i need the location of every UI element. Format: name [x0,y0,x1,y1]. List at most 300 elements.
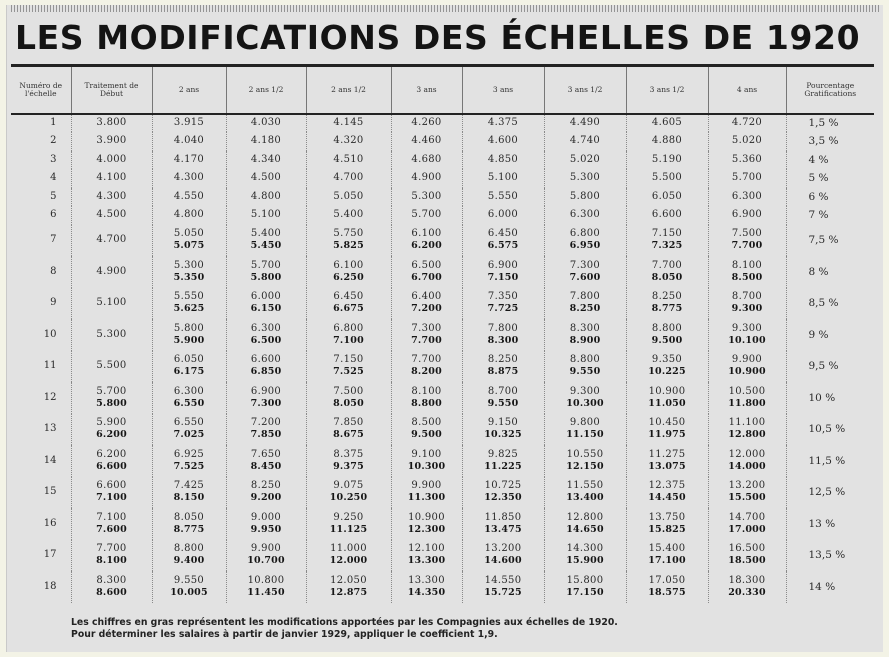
old-value: 5.750 [333,228,364,240]
modified-value: 9.550 [569,366,601,378]
old-value: 6.300 [731,190,763,202]
old-value: 13.750 [648,511,686,523]
old-value: 9.000 [250,511,282,523]
salary-cell [152,132,226,151]
salary-cell [462,445,544,477]
old-value: 5.020 [731,135,763,147]
salary-cell [306,151,391,170]
salary-cell [152,571,226,603]
old-value: 4.000 [96,153,127,165]
old-value: 8.300 [96,574,127,586]
old-value: 6.100 [411,228,442,240]
old-value: 7.150 [651,228,683,240]
modified-value: 8.500 [731,271,763,283]
footnote [71,617,618,641]
salary-cell [391,206,462,225]
old-value: 14.700 [728,511,766,523]
salary-cell [626,225,708,257]
salary-cell [462,114,544,133]
salary-cell [306,508,391,540]
bonus-percentage-cell: 1,5 % [786,114,874,133]
salary-cell [626,288,708,320]
old-value: 4.260 [411,117,442,129]
table-row [11,132,874,151]
scale-number-cell: 5 [50,190,57,202]
salary-cell [152,382,226,414]
modified-value: 13.075 [648,460,686,472]
modified-value: 15.725 [484,586,522,598]
salary-cell [306,571,391,603]
modified-value: 14.350 [407,586,446,598]
salary-cell [708,319,786,351]
old-value: 6.900 [487,259,519,271]
salary-cell [544,508,626,540]
table-row [11,571,874,603]
old-value: 6.300 [173,385,205,397]
modified-value: 8.800 [411,397,442,409]
modified-value: 9.500 [411,429,442,441]
modified-value: 8.050 [333,397,364,409]
old-value: 7.425 [173,480,205,492]
modified-value: 11.975 [648,429,686,441]
bonus-percentage-cell: 14 % [786,571,874,603]
old-value: 5.550 [487,190,519,202]
table-row [11,319,874,351]
old-value: 7.200 [250,417,282,429]
salary-cell [226,206,306,225]
salary-cell [626,319,708,351]
table-row [11,414,874,446]
old-value: 8.250 [250,480,282,492]
old-value: 4.880 [651,135,683,147]
newspaper-clipping [6,5,883,652]
old-value: 8.100 [411,385,442,397]
modified-value: 6.575 [487,240,519,252]
salary-cell [708,132,786,151]
salary-cell [462,382,544,414]
modified-value: 10.225 [648,366,686,378]
salary-cell [544,169,626,188]
salary-cell [306,414,391,446]
table-row [11,288,874,320]
salary-cell [226,351,306,383]
salary-cell [626,114,708,133]
old-value: 7.500 [731,228,763,240]
salary-cell [708,256,786,288]
modified-value: 8.900 [569,334,601,346]
table-row [11,540,874,572]
old-value: 13.200 [484,543,522,555]
salary-cell [708,477,786,509]
modified-value: 14.000 [728,460,766,472]
bonus-percentage-cell: 4 % [786,151,874,170]
old-value: 11.275 [648,448,686,460]
modified-value: 8.675 [333,429,364,441]
salary-cell [226,288,306,320]
modified-value: 6.675 [333,303,364,315]
salary-cell [226,169,306,188]
old-value: 6.500 [411,259,442,271]
old-value: 4.340 [250,153,282,165]
starting-salary-cell [71,508,152,540]
modified-value: 18.575 [648,586,686,598]
salary-cell [544,188,626,207]
starting-salary-cell [71,540,152,572]
table-row [11,169,874,188]
old-value: 8.050 [173,511,205,523]
table-row [11,114,874,133]
page-title: LES MODIFICATIONS DES ÉCHELLES DE 1920 [15,18,861,57]
old-value: 4.680 [411,153,442,165]
salary-cell [226,477,306,509]
old-value: 4.510 [333,153,364,165]
salary-cell [226,414,306,446]
old-value: 4.800 [250,190,282,202]
modified-value: 7.600 [569,271,601,283]
scale-number-cell: 8 [50,265,57,277]
salary-cell [152,540,226,572]
modified-value: 8.775 [173,523,205,535]
old-value: 5.400 [333,209,364,221]
salary-cell [626,351,708,383]
old-value: 4.300 [173,172,205,184]
scale-number-cell: 2 [50,135,57,147]
table-row [11,225,874,257]
old-value: 8.800 [569,354,601,366]
modified-value: 5.825 [333,240,364,252]
salary-cell [306,132,391,151]
salary-cell [626,571,708,603]
modified-value: 6.200 [96,429,127,441]
bonus-percentage-cell: 3,5 % [786,132,874,151]
old-value: 10.900 [408,511,445,523]
scale-number-cell: 6 [50,209,57,221]
old-value: 9.350 [651,354,683,366]
old-value: 7.700 [651,259,683,271]
modified-value: 10.100 [728,334,766,346]
salary-cell [152,169,226,188]
starting-salary-cell [71,206,152,225]
old-value: 5.360 [731,153,763,165]
modified-value: 7.200 [411,303,442,315]
old-value: 5.700 [250,259,282,271]
salary-cell [391,132,462,151]
salary-cell [226,445,306,477]
starting-salary-cell [71,382,152,414]
starting-salary-cell [71,571,152,603]
salary-cell [152,477,226,509]
header-cell: Pourcentage Gratifications [786,66,874,114]
modified-value: 6.175 [173,366,205,378]
header-cell: 4 ans [708,66,786,114]
old-value: 12.050 [330,574,367,586]
old-value: 4.145 [333,117,364,129]
old-value: 7.100 [96,511,127,523]
modified-value: 11.125 [329,523,368,535]
salary-cell [462,477,544,509]
old-value: 7.700 [411,354,442,366]
salary-cell [708,151,786,170]
salary-cell [544,319,626,351]
scale-table [11,64,874,603]
table-row [11,351,874,383]
modified-value: 11.300 [407,492,446,504]
old-value: 7.850 [333,417,364,429]
modified-value: 9.200 [250,492,282,504]
old-value: 6.800 [569,228,601,240]
salary-cell [626,445,708,477]
salary-cell [708,225,786,257]
modified-value: 7.525 [333,366,364,378]
old-value: 8.100 [731,259,763,271]
starting-salary-cell [71,188,152,207]
old-value: 6.600 [250,354,282,366]
modified-value: 7.600 [96,523,127,535]
salary-cell [544,382,626,414]
modified-value: 10.005 [170,586,208,598]
modified-value: 7.725 [487,303,519,315]
salary-cell [544,351,626,383]
salary-cell [462,288,544,320]
modified-value: 5.900 [173,334,205,346]
salary-cell [708,571,786,603]
modified-value: 7.100 [96,492,127,504]
salary-cell [391,288,462,320]
modified-value: 10.250 [329,492,368,504]
scale-number-cell: 10 [43,328,57,340]
salary-cell [306,256,391,288]
old-value: 9.900 [411,480,442,492]
old-value: 5.800 [173,322,205,334]
salary-cell [708,188,786,207]
modified-value: 5.625 [173,303,205,315]
modified-value: 5.075 [173,240,205,252]
salary-cell [152,414,226,446]
salary-cell [226,508,306,540]
old-value: 3.800 [96,117,127,129]
salary-cell [544,288,626,320]
salary-cell [708,414,786,446]
bonus-percentage-cell: 8 % [786,256,874,288]
salary-cell [708,206,786,225]
salary-cell [152,188,226,207]
modified-value: 7.150 [487,271,519,283]
old-value: 9.900 [731,354,763,366]
old-value: 4.800 [173,209,205,221]
modified-value: 6.850 [250,366,282,378]
salary-cell [626,151,708,170]
scale-number-cell: 16 [43,517,57,529]
modified-value: 9.300 [731,303,763,315]
header-cell: 3 ans [391,66,462,114]
modified-value: 9.950 [250,523,282,535]
modified-value: 5.800 [96,397,127,409]
modified-value: 7.300 [250,397,282,409]
modified-value: 8.875 [487,366,519,378]
salary-cell [306,382,391,414]
salary-cell [391,169,462,188]
starting-salary-cell [71,225,152,257]
scale-number-cell: 17 [43,549,57,561]
footnote-line: Pour déterminer les salaires à partir de janvier 1929, appliquer le coefficient 1,9. [71,629,498,640]
starting-salary-cell [71,288,152,320]
old-value: 4.040 [173,135,205,147]
bonus-percentage-cell: 7 % [786,206,874,225]
modified-value: 7.850 [250,429,282,441]
salary-cell [152,445,226,477]
salary-cell [391,114,462,133]
salary-cell [626,256,708,288]
old-value: 7.650 [250,448,282,460]
old-value: 4.375 [487,117,519,129]
old-value: 12.000 [728,448,766,460]
salary-cell [462,319,544,351]
old-value: 15.800 [566,574,604,586]
table-row [11,477,874,509]
modified-value: 11.150 [566,429,604,441]
old-value: 4.100 [96,172,127,184]
old-value: 5.500 [651,172,683,184]
salary-cell [226,132,306,151]
old-value: 6.800 [333,322,364,334]
modified-value: 12.800 [728,429,766,441]
salary-cell [708,540,786,572]
modified-value: 12.000 [329,555,368,567]
salary-cell [226,114,306,133]
salary-cell [462,351,544,383]
modified-value: 12.350 [484,492,522,504]
old-value: 11.550 [566,480,604,492]
old-value: 9.900 [250,543,282,555]
salary-cell [306,351,391,383]
salary-cell [544,256,626,288]
old-value: 6.050 [651,190,683,202]
modified-value: 7.025 [173,429,205,441]
salary-cell [306,114,391,133]
header-cell: 3 ans [462,66,544,114]
starting-salary-cell [71,319,152,351]
scale-number-cell: 15 [43,486,57,498]
old-value: 4.500 [96,209,127,221]
salary-cell [152,206,226,225]
scale-number-cell: 18 [43,580,57,592]
modified-value: 14.450 [648,492,686,504]
salary-cell [152,288,226,320]
old-value: 9.800 [569,417,601,429]
header-cell: Numéro de l'échelle [19,80,63,98]
modified-value: 6.950 [569,240,601,252]
old-value: 4.700 [96,234,127,246]
bonus-percentage-cell: 13,5 % [786,540,874,572]
modified-value: 8.250 [569,303,601,315]
modified-value: 13.400 [566,492,604,504]
old-value: 15.400 [648,543,686,555]
old-value: 6.050 [173,354,205,366]
salary-cell [391,319,462,351]
old-value: 11.100 [728,417,766,429]
salary-cell [391,151,462,170]
old-value: 14.550 [484,574,522,586]
old-value: 6.300 [569,209,601,221]
salary-cell [626,414,708,446]
salary-cell [462,206,544,225]
old-value: 5.900 [96,417,127,429]
salary-cell [544,414,626,446]
old-value: 9.825 [487,448,519,460]
bonus-percentage-cell: 13 % [786,508,874,540]
old-value: 4.030 [250,117,282,129]
old-value: 4.900 [411,172,442,184]
scale-number-cell: 13 [43,423,57,435]
scale-number-cell: 4 [50,172,57,184]
modified-value: 20.330 [728,586,766,598]
modified-value: 6.250 [333,271,364,283]
bonus-percentage-cell: 5 % [786,169,874,188]
modified-value: 5.350 [173,271,205,283]
old-value: 12.100 [408,543,445,555]
old-value: 8.375 [333,448,364,460]
modified-value: 9.550 [487,397,519,409]
salary-cell [462,414,544,446]
modified-value: 9.400 [173,555,205,567]
old-value: 6.200 [96,448,127,460]
starting-salary-cell [71,414,152,446]
old-value: 5.100 [487,172,519,184]
table-body [11,114,874,603]
old-value: 16.500 [728,543,766,555]
modified-value: 15.500 [728,492,766,504]
bonus-percentage-cell: 7,5 % [786,225,874,257]
salary-cell [306,169,391,188]
salary-cell [306,477,391,509]
old-value: 11.000 [330,543,367,555]
top-rule [11,5,879,12]
modified-value: 9.500 [651,334,683,346]
modified-value: 18.500 [728,555,766,567]
salary-cell [708,382,786,414]
salary-cell [462,132,544,151]
old-value: 8.800 [173,543,205,555]
salary-cell [626,508,708,540]
old-value: 10.550 [566,448,604,460]
bonus-percentage-cell: 10 % [786,382,874,414]
modified-value: 13.300 [407,555,446,567]
old-value: 10.450 [648,417,686,429]
old-value: 7.500 [333,385,364,397]
header-cell: 3 ans 1/2 [544,66,626,114]
salary-cell [462,256,544,288]
scale-number-cell: 1 [50,117,57,129]
old-value: 9.250 [333,511,364,523]
old-value: 8.250 [651,291,683,303]
modified-value: 10.325 [484,429,522,441]
bonus-percentage-cell: 10,5 % [786,414,874,446]
modified-value: 10.300 [407,460,446,472]
old-value: 5.550 [173,291,205,303]
salary-cell [391,571,462,603]
salary-cell [226,571,306,603]
old-value: 6.925 [173,448,205,460]
salary-cell [306,206,391,225]
scale-number-cell: 9 [50,297,57,309]
table-row [11,508,874,540]
salary-cell [391,477,462,509]
modified-value: 11.225 [484,460,522,472]
old-value: 7.350 [487,291,519,303]
modified-value: 7.325 [651,240,683,252]
old-value: 13.300 [408,574,445,586]
scale-number-cell: 12 [43,391,57,403]
